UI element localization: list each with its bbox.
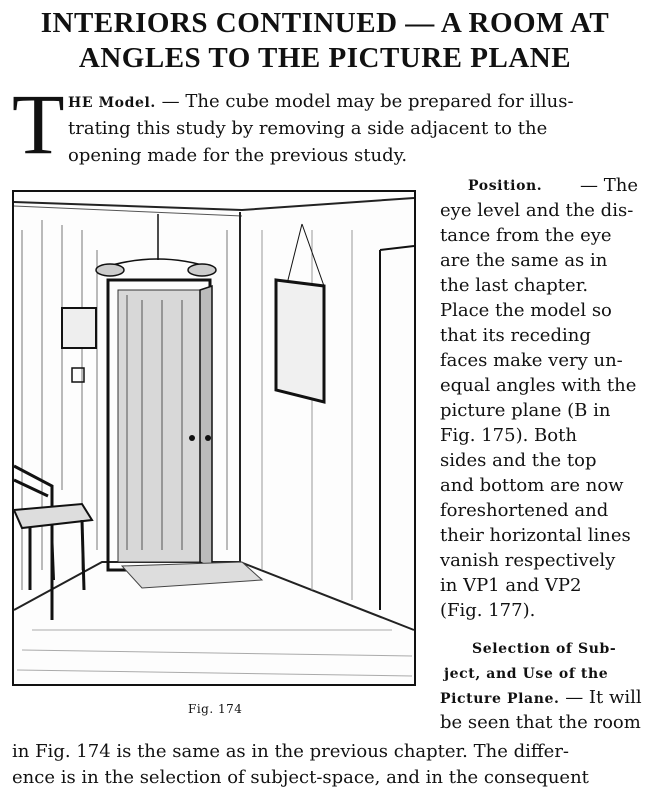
figure-caption: Fig. 174: [188, 702, 243, 716]
position-heading: Position.: [468, 178, 543, 194]
drop-cap: T: [12, 76, 65, 172]
selection-text-3: — It will: [565, 687, 642, 708]
col-line-9: picture plane (B in: [440, 400, 611, 421]
selection-heading-line-1: [472, 636, 616, 661]
figure-174-illustration: [12, 190, 416, 686]
col-line-13: foreshortened and: [440, 500, 609, 521]
para-model-line-2: trating this study by removing a side adjacent to the: [68, 118, 548, 139]
picture-plane-heading: Picture Plane.: [440, 691, 560, 707]
col-line-14: their horizontal lines: [440, 525, 631, 546]
col-line-17: (Fig. 177).: [440, 600, 536, 621]
col-line-15: vanish respectively: [440, 550, 616, 571]
col-line-10: Fig. 175). Both: [440, 425, 577, 446]
model-text-1: — The cube model may be prepared for illus-: [161, 91, 574, 112]
position-text-1: — The: [580, 175, 638, 196]
selection-heading-line-2: [444, 661, 608, 686]
para-model-line-1: [68, 90, 574, 115]
col-line-12: and bottom are now: [440, 475, 624, 496]
para-model-line-3: opening made for the previous study.: [68, 145, 408, 166]
col-line-6: that its receding: [440, 325, 591, 346]
col-line-16: in VP1 and VP2: [440, 575, 582, 596]
col-line-4: the last chapter.: [440, 275, 589, 296]
col-line-5: Place the model so: [440, 300, 612, 321]
selection-heading-1: Selection of Sub-: [472, 641, 617, 657]
selection-line-3: [440, 686, 642, 711]
page-title-line-2: ANGLES TO THE PICTURE PLANE: [78, 42, 572, 74]
col-line-2: tance from the eye: [440, 225, 612, 246]
full-line-1: in Fig. 174 is the same as in the previous chapter. The differ-: [12, 741, 570, 762]
col-line-3: are the same as in: [440, 250, 608, 271]
col-line-7: faces make very un-: [440, 350, 623, 371]
selection-heading-2: ject, and Use of the: [444, 666, 609, 682]
selection-line-4: be seen that the room: [440, 712, 641, 733]
col-line-11: sides and the top: [440, 450, 597, 471]
page-title-line-1: INTERIORS CONTINUED — A ROOM AT: [40, 7, 610, 39]
full-line-2: ence is in the selection of subject-space, and in the consequent: [12, 767, 589, 788]
model-heading: HE Model.: [68, 95, 156, 111]
col-line-1: eye level and the dis-: [440, 200, 634, 221]
col-line-8: equal angles with the: [440, 375, 637, 396]
col-line-position: [468, 174, 638, 198]
